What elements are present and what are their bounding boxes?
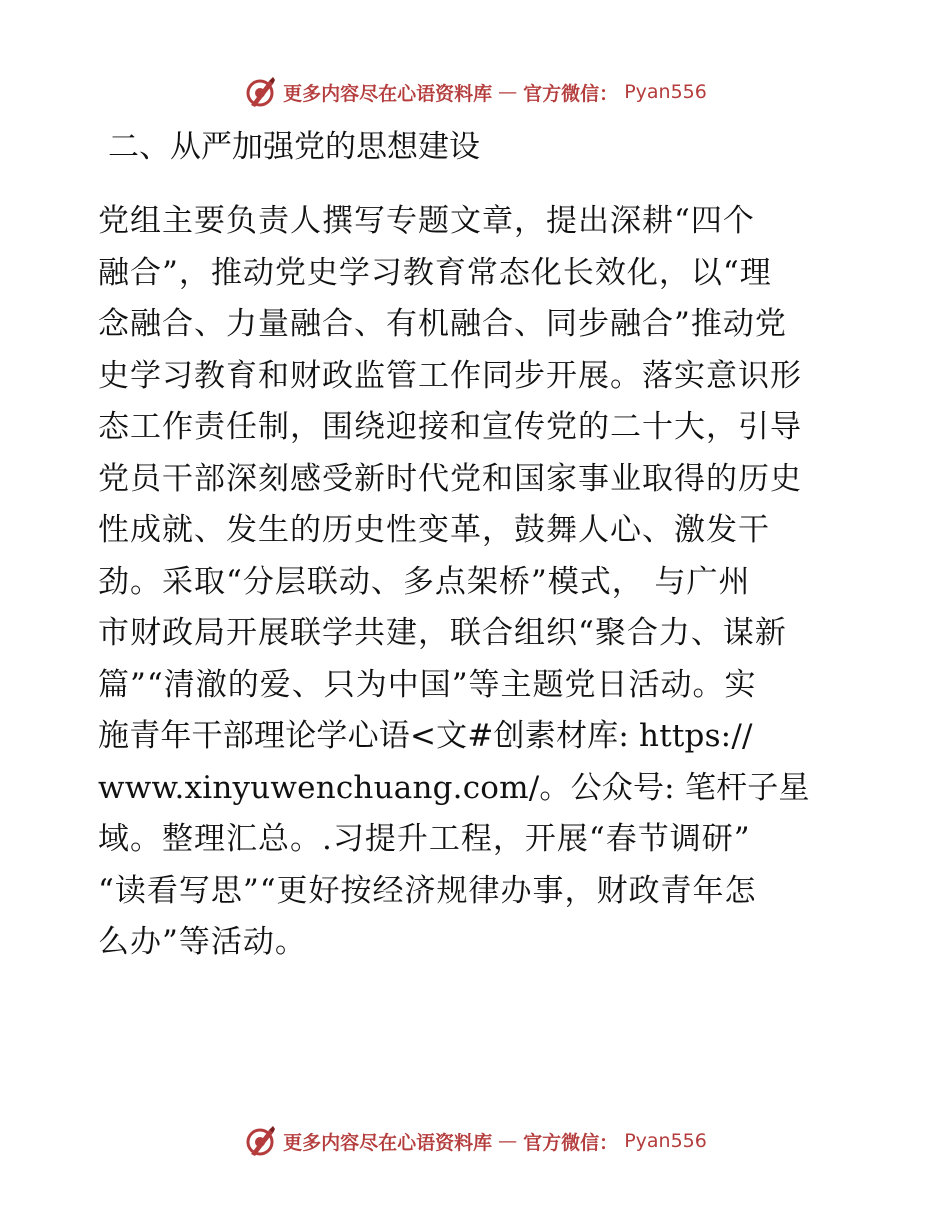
body-line: 党组主要负责人撰写专题文章，提出深耕“四个	[98, 203, 755, 239]
body-line: 施青年干部理论学心语<文#创素材库: https://	[98, 718, 753, 754]
wechat-id: Pyan556	[624, 1130, 707, 1152]
pen-logo-icon	[243, 75, 277, 109]
body-line: “读看写思”“更好按经济规律办事，财政青年怎	[98, 872, 757, 909]
body-line: 市财政局开展联学共建，联合组织“聚合力、谋新	[98, 615, 787, 651]
header-brand-banner	[0, 72, 950, 112]
pen-logo-icon	[243, 1124, 277, 1158]
brand-dash: —	[498, 81, 518, 103]
body-line: 融合”，推动党史学习教育常态化长效化，以“理	[98, 254, 772, 291]
section-heading: 二、从严加强党的思想建设	[108, 129, 480, 165]
body-paragraph	[98, 196, 858, 969]
body-line: www.xinyuwenchuang.com/。公众号: 笔杆子星	[98, 769, 810, 806]
brand-dash: —	[498, 1130, 518, 1152]
body-line: 态工作责任制，围绕迎接和宣传党的二十大，引导	[98, 409, 802, 445]
body-line: 篇”“清澈的爱、只为中国”等主题党日活动。实	[98, 666, 757, 703]
body-line: 域。整理汇总。.习提升工程，开展“春节调研”	[98, 821, 751, 857]
wechat-label: 官方微信：	[523, 82, 619, 105]
brand-name: 更多内容尽在心语资料库	[283, 1131, 493, 1154]
brand-name: 更多内容尽在心语资料库	[283, 82, 493, 105]
body-line: 念融合、力量融合、有机融合、同步融合”推动党	[98, 306, 787, 342]
body-line: 劲。采取“分层联动、多点架桥”模式， 与广州	[98, 563, 751, 600]
footer-brand-banner	[0, 1121, 950, 1161]
body-line: 党员干部深刻感受新时代党和国家事业取得的历史	[98, 460, 802, 497]
wechat-label: 官方微信：	[523, 1131, 619, 1154]
body-line: 么办”等活动。	[98, 924, 307, 960]
wechat-id: Pyan556	[624, 81, 707, 103]
body-line: 史学习教育和财政监管工作同步开展。落实意识形	[98, 357, 802, 394]
body-line: 性成就、发生的历史性变革，鼓舞人心、激发干	[98, 512, 770, 548]
